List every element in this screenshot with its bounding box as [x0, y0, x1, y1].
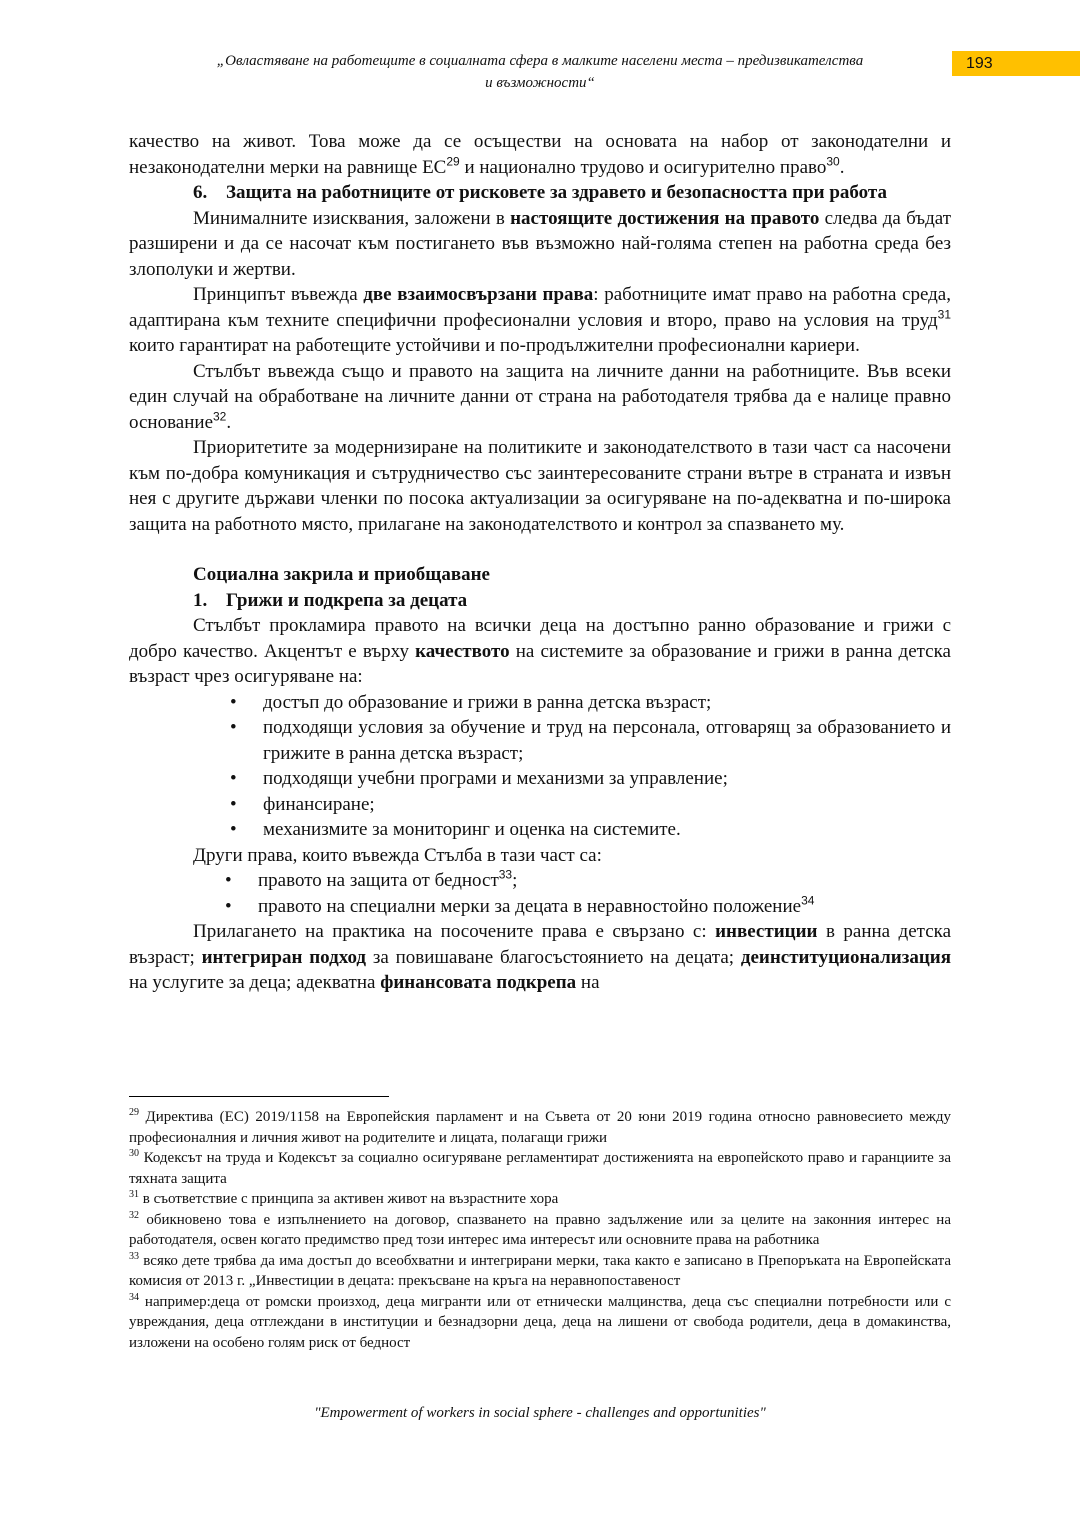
text-run: качество на живот. Това може да се осъществи на основата на набор от законодателни и незаконодателни мерки на равнище ЕС	[129, 131, 951, 178]
list-item-text: подходящи учебни програми и механизми за управление;	[263, 768, 728, 789]
footnote	[129, 1292, 951, 1354]
footnote-ref[interactable]: 34	[801, 893, 815, 908]
text-run: на услугите за деца; адекватна	[129, 972, 381, 993]
footnote-text: обикновено това е изпълнението на договор, спазването на правно задължение или за целите на законния интерес на работодателя, освен когато предимство пред този интерес има интересът или основните права на работника	[129, 1211, 951, 1248]
paragraph	[129, 282, 951, 359]
text-run: : работниците имат право на работна среда, адаптирана към техните специфични професионални условия и второ, право на условия на труд	[129, 284, 951, 331]
text-run: и национално трудово и осигурително право	[459, 156, 827, 178]
text-run: на системите за образование и грижи в ранна детска възраст чрез осигуряване на:	[129, 640, 951, 687]
main-text	[129, 129, 951, 996]
list-item-text	[258, 868, 517, 894]
footnote-ref[interactable]: 31	[937, 307, 951, 322]
text-run: следва да бъдат разширени и да се насочат към постигането във възможно най-голяма степен на работна среда без злополуки и жертви.	[129, 207, 951, 280]
bullet-list	[129, 868, 951, 919]
list-item	[129, 868, 951, 894]
running-footer: "Empowerment of workers in social sphere - challenges and opportunities"	[314, 1405, 766, 1421]
bullet-icon: •	[230, 691, 237, 713]
page-number-badge: 193	[952, 51, 1080, 76]
footnotes	[129, 1107, 951, 1353]
bullet-icon: •	[230, 768, 237, 789]
footnote-text: Кодексът на труда и Кодексът за социално осигуряване регламентират достиженията на европейското право и гаранциите за тяхната защита	[129, 1150, 951, 1187]
bullet-icon: •	[225, 870, 232, 891]
text-run: за повишаване благосъстоянието на децата;	[366, 946, 741, 968]
text-run: правото на защита от бедност	[258, 870, 499, 891]
footnote	[129, 1251, 951, 1292]
section-title: Социална закрила и приобщаване	[193, 564, 490, 585]
paragraph	[129, 129, 951, 180]
paragraph	[129, 919, 951, 996]
text-run: .	[226, 411, 232, 433]
list-item	[129, 817, 951, 843]
footnote-ref[interactable]: 32	[213, 409, 227, 424]
footnote-number: 29	[129, 1107, 139, 1118]
footnote-separator	[129, 1096, 389, 1097]
text-run: Принципът въвежда	[193, 284, 364, 305]
heading-text: Грижи и подкрепа за децата	[226, 589, 468, 611]
footnote-ref[interactable]: 30	[826, 154, 840, 169]
spacer	[129, 537, 951, 562]
footnote-ref[interactable]: 33	[498, 867, 513, 882]
list-item	[129, 894, 951, 920]
text-run: на	[576, 972, 600, 993]
list-item	[129, 792, 951, 818]
heading-text: Защита на работниците от рисковете за здравето и безопасността при работа	[226, 182, 887, 203]
footnote-text: всяко дете трябва да има достъп до всеобхватни и интегрирани мерки, така както е записано в Препоръката на Европейската комисия от 2013 г. „Инвестиции в децата: прекъсване на кръга на неравнопоставеност	[129, 1252, 951, 1289]
footnote-number: 32	[129, 1209, 139, 1221]
bullet-icon: •	[230, 793, 237, 815]
footnote-number: 33	[129, 1250, 139, 1262]
header-title-line1: „Овластяване на работещите в социалната сфера в малките населени места – предизвикателства	[216, 53, 864, 69]
text-run: Стълбът въвежда също и правото на защита на личните данни на работниците. Във всеки един случай на обработване на личните данни от страна на работодателя трябва да е налице правно основание	[129, 360, 951, 433]
list-item-text	[258, 894, 814, 920]
footnote-text: Директива (ЕС) 2019/1158 на Европейския парламент и на Съвета от 20 юни 2019 година относно равновесието между професионалния и личния живот на родителите и лицата, полагащи грижи	[129, 1109, 951, 1146]
heading-number: 1.	[193, 589, 208, 611]
paragraph: Други права, които въвежда Стълба в тази част са:	[193, 844, 602, 866]
list-item	[129, 715, 951, 766]
footnote-number: 31	[129, 1189, 139, 1200]
bullet-icon: •	[225, 895, 232, 917]
list-item-text: подходящи условия за обучение и труд на персонала, отговарящ за образованието и грижите в ранна детска възраст;	[263, 717, 951, 764]
bold-run: настоящите достижения на правото	[510, 207, 820, 229]
paragraph	[129, 206, 951, 283]
footnote-text: например:деца от ромски произход, деца мигранти или от етнически малцинства, деца със специални потребности или с увреждания, деца отглеждани в институции и безнадзорни деца, деца на лишени от свобода родители, деца в домакинства, изложени на особено голям риск от бедност	[129, 1293, 951, 1351]
text-run: правото на специални мерки за децата в неравностойно положение	[258, 895, 802, 917]
list-item-text: финансиране;	[263, 793, 375, 815]
text-run: които гарантират на работещите устойчиви и по-продължителни професионални кариери.	[129, 335, 860, 356]
footnote	[129, 1148, 951, 1189]
list-item	[129, 690, 951, 716]
footnote	[129, 1189, 951, 1210]
text-run: Минималните изисквания, заложени в	[193, 207, 511, 229]
running-header	[130, 50, 950, 94]
paragraph	[129, 359, 951, 436]
text-run: в ранна детска възраст;	[129, 921, 952, 968]
list-item-text: достъп до образование и грижи в ранна детска възраст;	[263, 691, 712, 713]
footnote-number: 34	[129, 1291, 139, 1303]
footnote	[129, 1210, 951, 1251]
paragraph: Приоритетите за модернизиране на политиките и законодателството в тази част са насочени към по-добра комуникация и сътрудничество със заинтересованите страни вътре в страната и извън нея с другите държави членки по посока актуализации за осигуряване на по-адекватна и по-широка защита на работното място, прилагане на законодателството и контрол за спазването му.	[129, 437, 951, 535]
bold-run: две взаимосвързани права	[363, 284, 594, 305]
text-run: ;	[512, 870, 518, 891]
footnote-text: в съответствие с принципа за активен живот на възрастните хора	[139, 1191, 559, 1207]
footnote-number: 30	[129, 1148, 139, 1159]
bold-run: финансовата подкрепа	[380, 972, 577, 993]
footnote	[129, 1107, 951, 1148]
bullet-icon: •	[230, 819, 237, 840]
footnote-ref[interactable]: 29	[446, 154, 460, 169]
text-run: Прилагането на практика на посочените права е свързано с:	[193, 921, 716, 942]
bold-run: качеството	[415, 640, 510, 662]
text-run: Стълбът прокламира правото на всички деца на достъпно ранно образование и грижи с добро качество. Акцентът е върху	[129, 615, 951, 662]
bold-run: инвестиции	[715, 921, 818, 942]
paragraph	[129, 613, 951, 690]
bullet-list	[129, 690, 951, 843]
section-heading-6	[129, 180, 951, 206]
list-item-text: механизмите за мониторинг и оценка на системите.	[263, 819, 681, 840]
text-run: .	[839, 156, 845, 178]
bold-run: интегриран подход	[201, 946, 367, 968]
header-title-line2: и възможности“	[485, 75, 595, 91]
bold-run: деинституционализация	[740, 946, 952, 968]
section-heading-1	[129, 588, 951, 614]
list-item	[129, 766, 951, 792]
heading-number: 6.	[193, 182, 208, 203]
bullet-icon: •	[230, 717, 237, 738]
